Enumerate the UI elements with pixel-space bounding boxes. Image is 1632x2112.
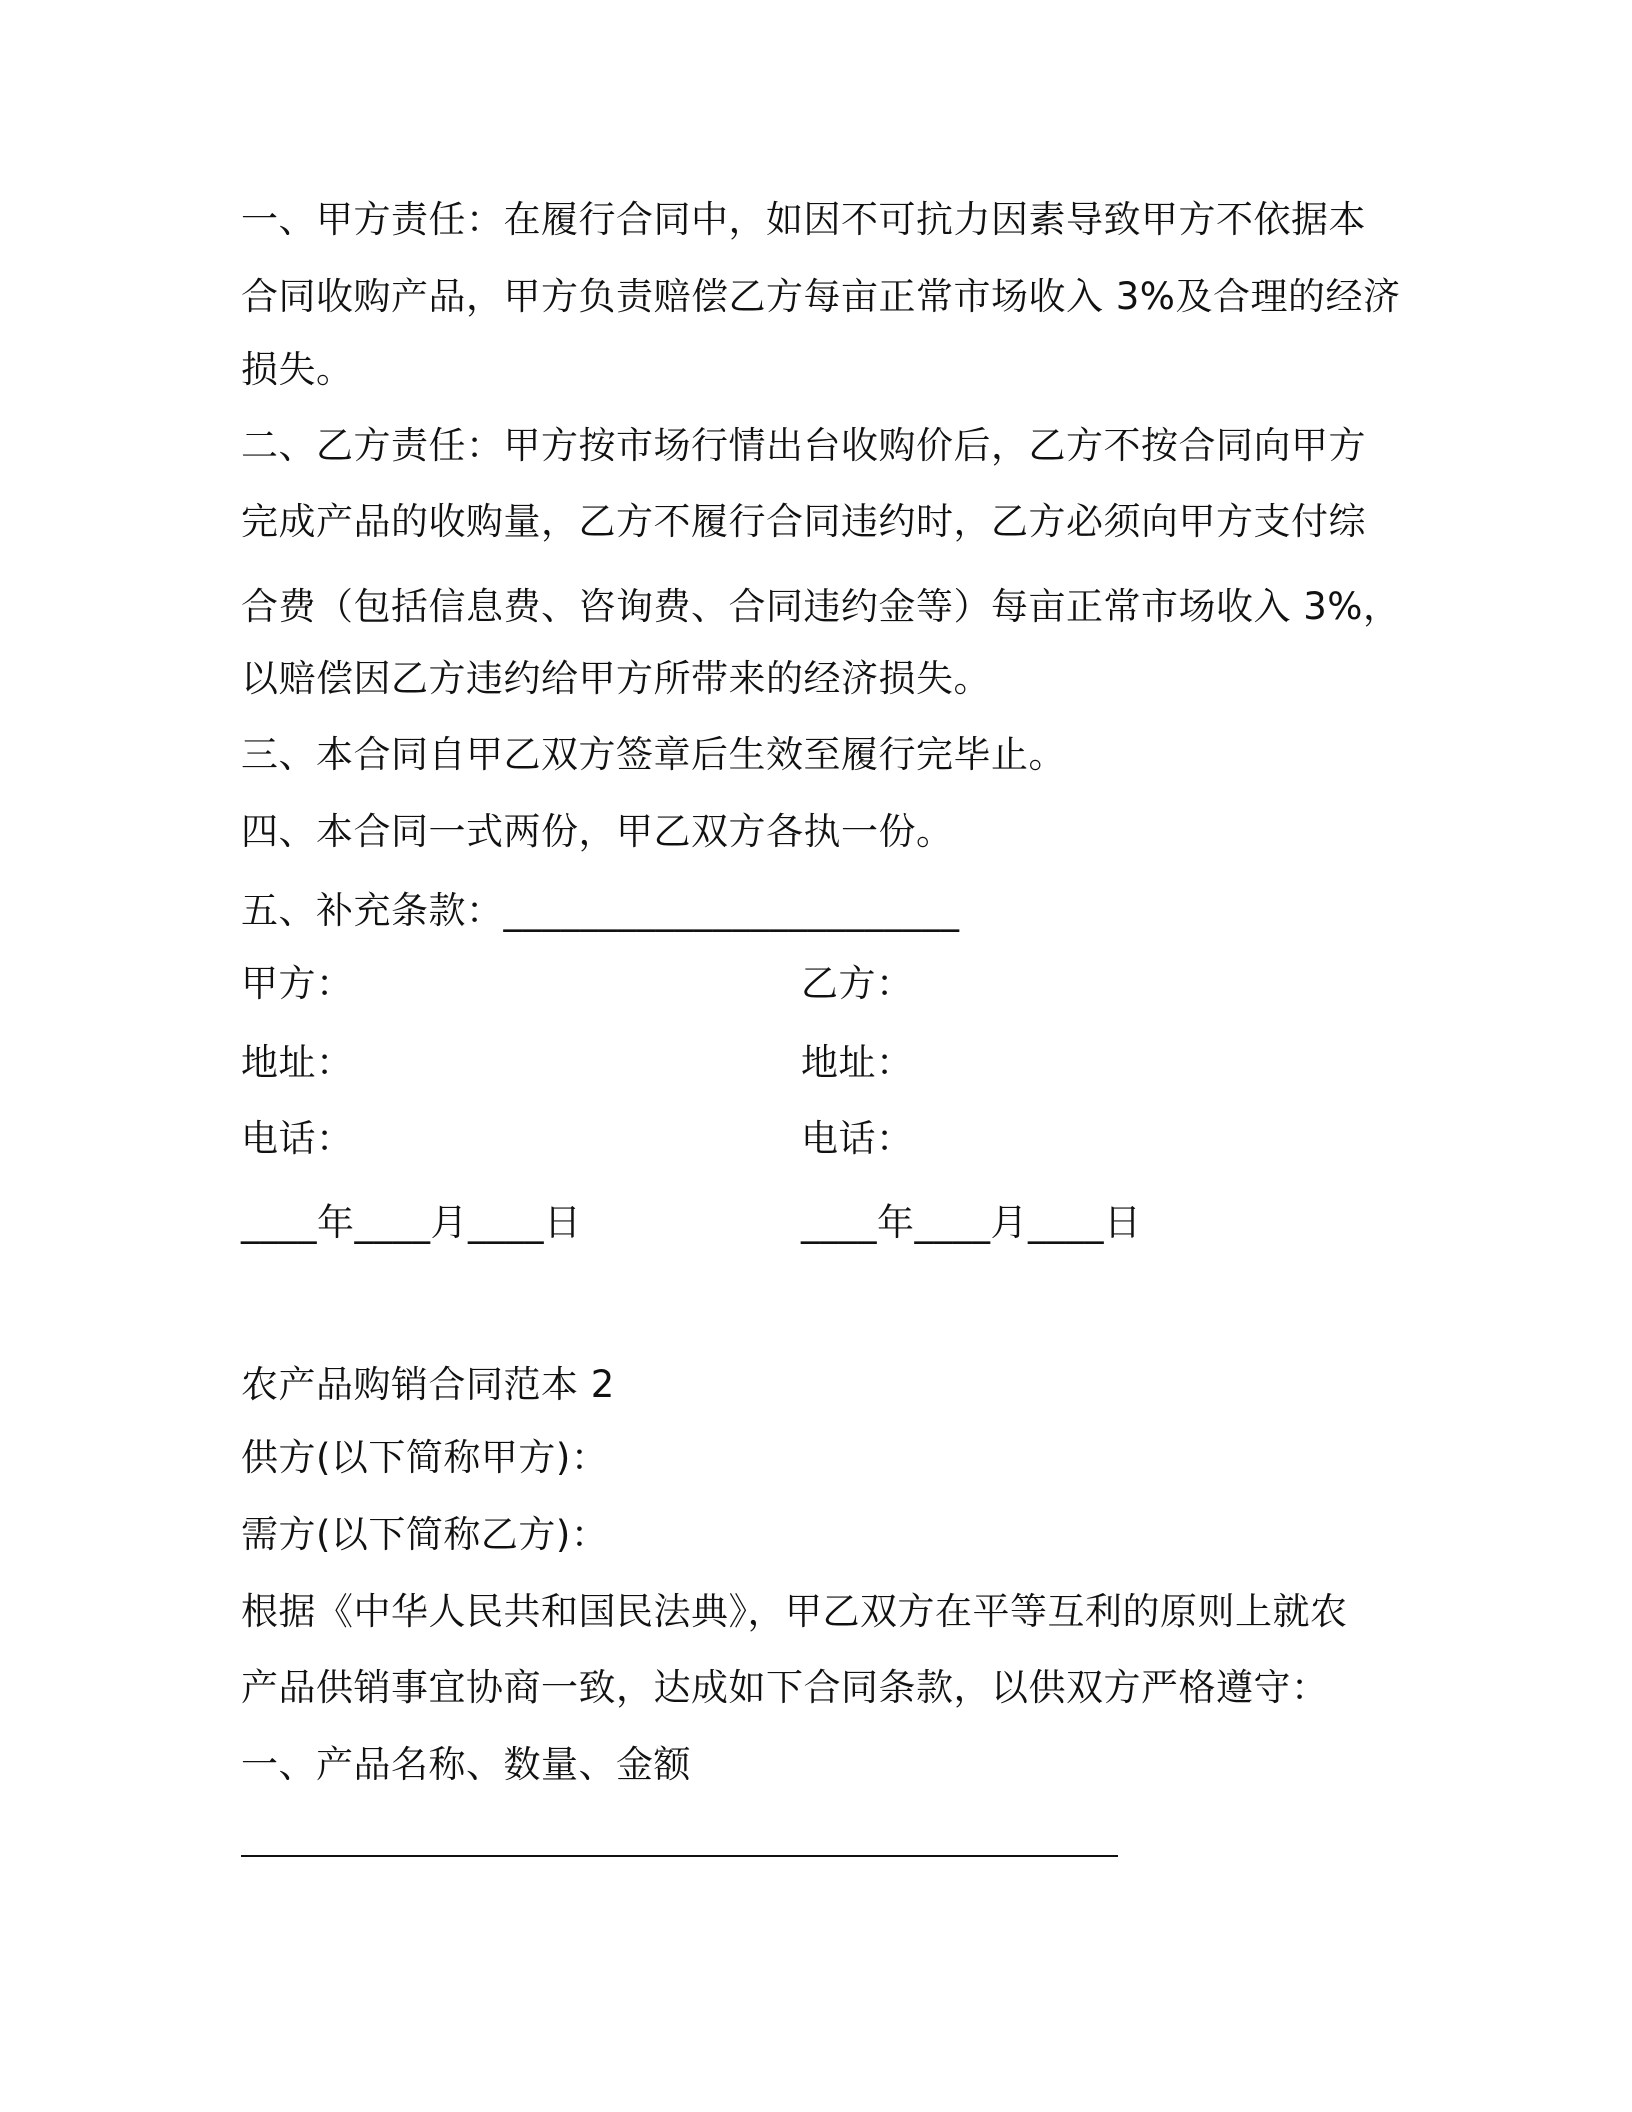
party-a-responsibility-line-3: 损失。 (241, 348, 354, 391)
party-b-responsibility-line-2: 完成产品的收购量，乙方不履行合同违约时，乙方必须向甲方支付综 (241, 500, 1366, 543)
party-b-responsibility-line-1: 二、乙方责任：甲方按市场行情出台收购价后，乙方不按合同向甲方 (241, 424, 1366, 467)
party-a-date: ____年____月____日 (241, 1201, 582, 1244)
party-b-responsibility-line-3: 合费（包括信息费、咨询费、合同违约金等）每亩正常市场收入 3%， (241, 585, 1401, 628)
party-a-responsibility-line-2: 合同收购产品，甲方负责赔偿乙方每亩正常市场收入 3%及合理的经济 (241, 275, 1401, 318)
party-a-address-label: 地址： (241, 1041, 354, 1084)
contract-template-2-title: 农产品购销合同范本 2 (241, 1363, 615, 1406)
party-a-label: 甲方： (241, 962, 354, 1005)
supplier-label: 供方(以下简称甲方)： (241, 1436, 609, 1479)
party-b-label: 乙方： (801, 962, 914, 1005)
clause-five-supplementary: 五、补充条款：________________________ (241, 889, 960, 932)
party-b-date: ____年____月____日 (801, 1201, 1142, 1244)
party-a-phone-label: 电话： (241, 1117, 354, 1160)
clause-three: 三、本合同自甲乙双方签章后生效至履行完毕止。 (241, 733, 1066, 776)
item-one-heading: 一、产品名称、数量、金额 (241, 1743, 691, 1786)
intro-line-1: 根据《中华人民共和国民法典》，甲乙双方在平等互利的原则上就农 (241, 1590, 1348, 1633)
intro-line-2: 产品供销事宜协商一致，达成如下合同条款，以供双方严格遵守： (241, 1666, 1329, 1709)
party-b-responsibility-line-4: 以赔偿因乙方违约给甲方所带来的经济损失。 (241, 657, 991, 700)
clause-four: 四、本合同一式两份，甲乙双方各执一份。 (241, 810, 954, 853)
fill-in-blank-line (241, 1855, 1118, 1857)
party-a-responsibility-line-1: 一、甲方责任：在履行合同中，如因不可抗力因素导致甲方不依据本 (241, 198, 1366, 241)
party-b-phone-label: 电话： (801, 1117, 914, 1160)
party-b-address-label: 地址： (801, 1041, 914, 1084)
buyer-label: 需方(以下简称乙方)： (241, 1513, 609, 1556)
